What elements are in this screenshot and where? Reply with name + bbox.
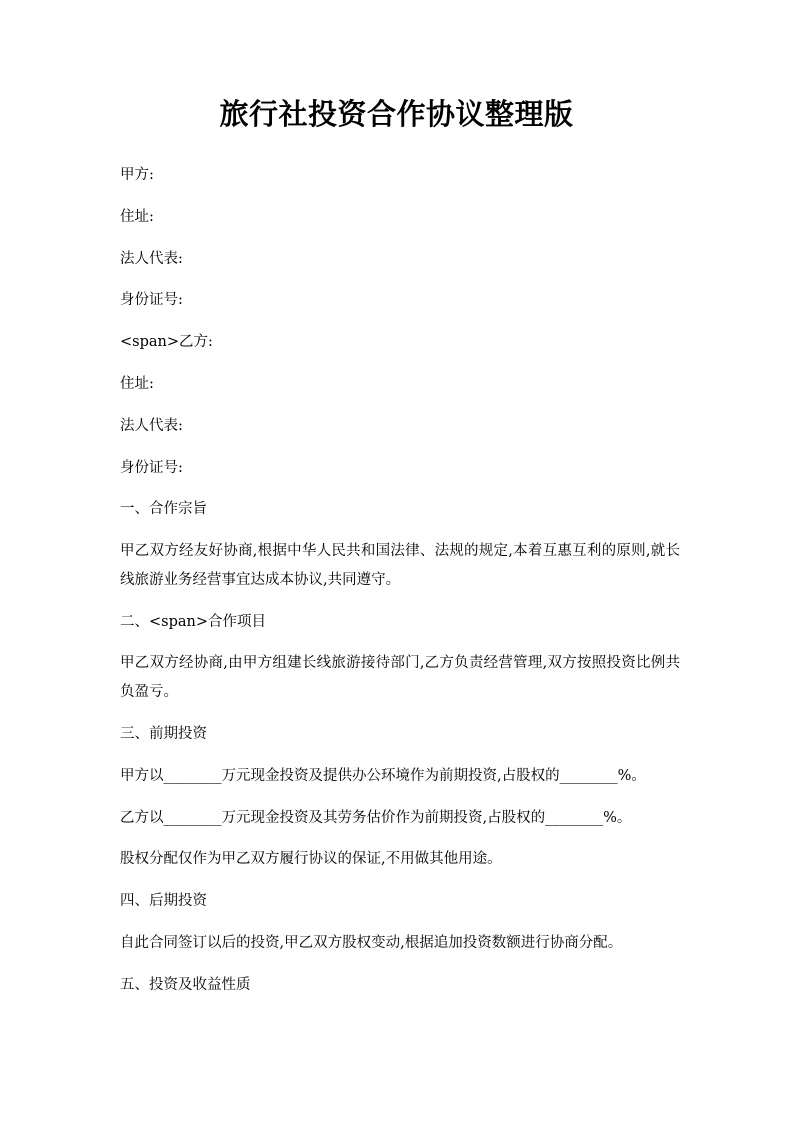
party-a-address: 住址: bbox=[120, 209, 154, 225]
party-b-legal-rep: 法人代表: bbox=[120, 418, 183, 434]
section-heading: 四、后期投资 bbox=[120, 893, 207, 909]
party-b-address: 住址: bbox=[120, 376, 154, 392]
section-paragraph: 甲方以________万元现金投资及提供办公环境作为前期投资,占股权的________%。 bbox=[120, 768, 646, 784]
section-paragraph: 甲乙双方经友好协商,根据中华人民共和国法律、法规的规定,本着互惠互利的原则,就长线旅游业务经营事宜达成本协议,共同遵守。 bbox=[120, 543, 680, 588]
party-a-id-number: 身份证号: bbox=[120, 292, 183, 308]
section-paragraph: 甲乙双方经协商,由甲方组建长线旅游接待部门,乙方负责经营管理,双方按照投资比例共负盈亏。 bbox=[120, 655, 680, 700]
section-heading: 三、前期投资 bbox=[120, 726, 207, 742]
section-heading: 二、<span>合作项目 bbox=[120, 614, 267, 630]
party-a-legal-rep: 法人代表: bbox=[120, 251, 183, 267]
section-paragraph: 自此合同签订以后的投资,甲乙双方股权变动,根据追加投资数额进行协商分配。 bbox=[120, 935, 623, 951]
party-b-id-number: 身份证号: bbox=[120, 460, 183, 476]
party-b-label: <span>乙方: bbox=[120, 334, 213, 350]
section-heading: 一、合作宗旨 bbox=[120, 501, 207, 517]
section-paragraph: 乙方以________万元现金投资及其劳务估价作为前期投资,占股权的________%。 bbox=[120, 810, 632, 826]
party-a-label: 甲方: bbox=[120, 167, 154, 183]
section-paragraph: 股权分配仅作为甲乙双方履行协议的保证,不用做其他用途。 bbox=[120, 851, 502, 867]
document-title: 旅行社投资合作协议整理版 bbox=[219, 97, 574, 131]
section-heading: 五、投资及收益性质 bbox=[120, 977, 251, 993]
